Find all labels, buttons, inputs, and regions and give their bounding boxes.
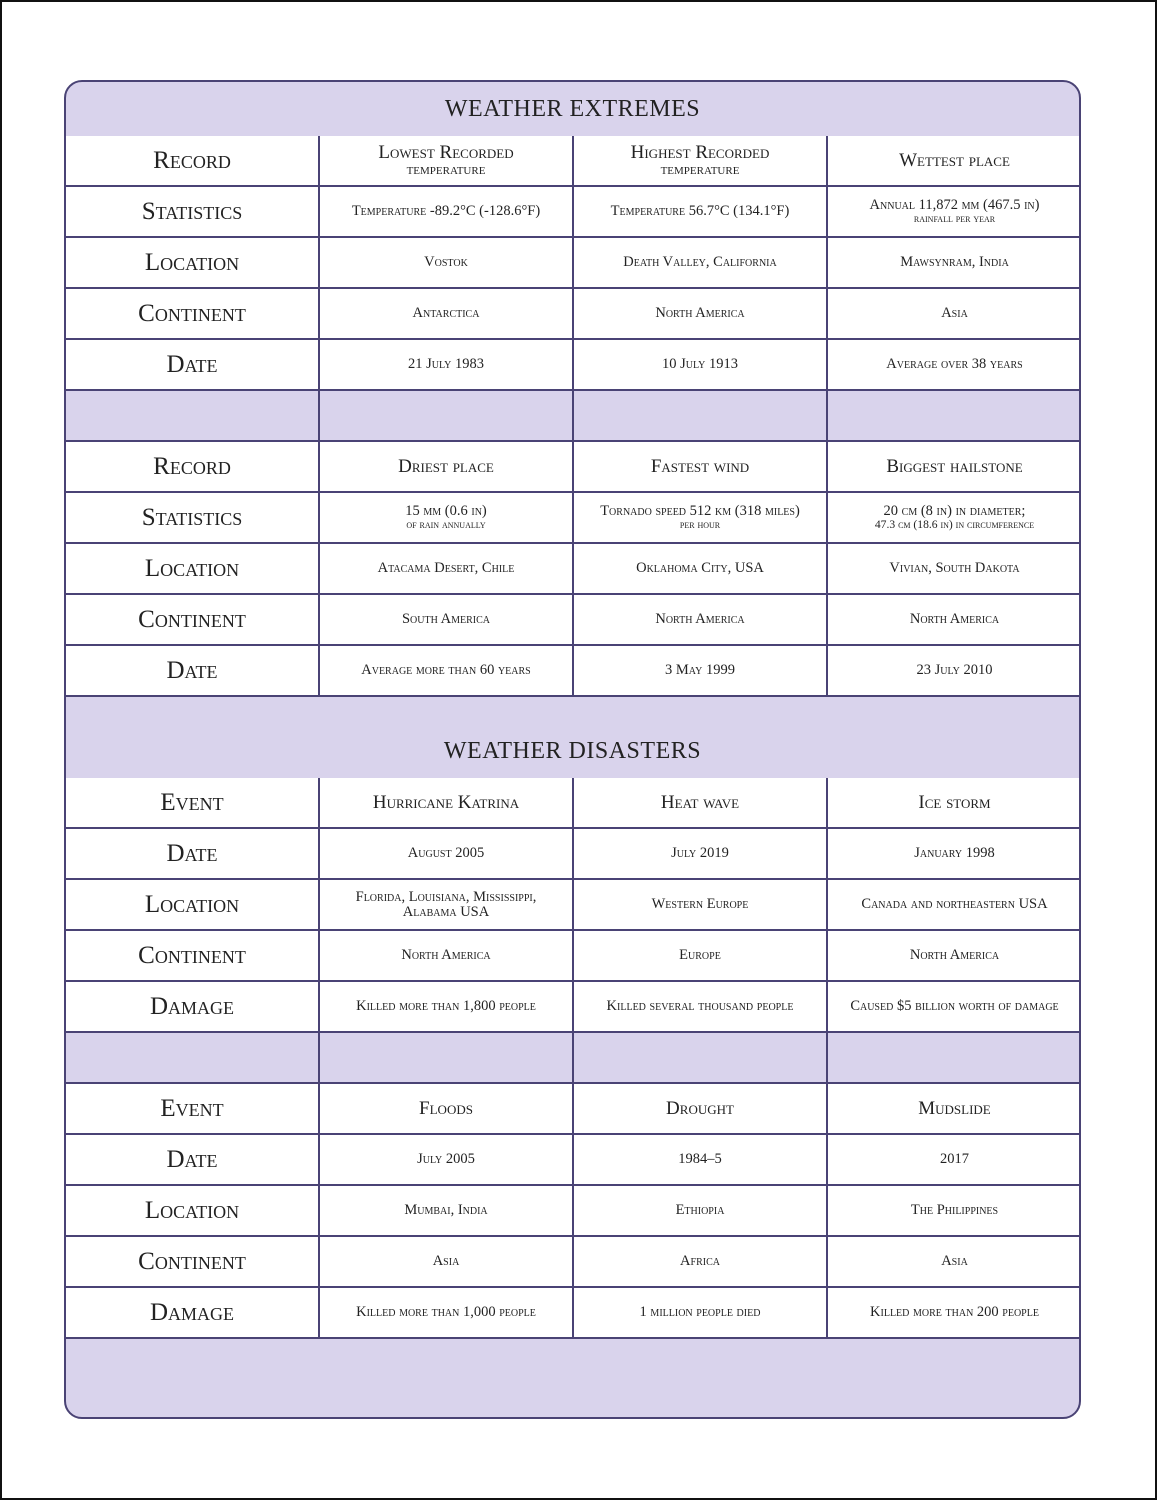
row-label-statistics: Statistics	[66, 186, 319, 237]
section-title-extremes: WEATHER EXTREMES	[444, 96, 701, 122]
damage-cell: Killed more than 200 people	[827, 1287, 1081, 1338]
record-line1: Wettest place	[899, 150, 1010, 171]
continent-cell: Africa	[573, 1236, 827, 1287]
continent-cell: North America	[573, 288, 827, 339]
disasters-table	[66, 778, 1081, 1339]
table-row	[66, 543, 1081, 594]
record-highest-temp	[573, 136, 827, 186]
spacer-row	[66, 390, 1081, 441]
table-row	[66, 339, 1081, 390]
date-cell: August 2005	[319, 828, 573, 879]
stat-line1: 20 cm (8 in) in diameter;	[883, 503, 1026, 520]
stat-line2: of rain annually	[406, 517, 486, 531]
table-row	[66, 1185, 1081, 1236]
table-row	[66, 1134, 1081, 1185]
continent-cell: North America	[827, 930, 1081, 981]
row-label-continent: Continent	[66, 930, 319, 981]
row-label-continent: Continent	[66, 1236, 319, 1287]
stat-line1: Tornado speed 512 km (318 miles)	[600, 503, 800, 520]
table-row	[66, 492, 1081, 543]
record-lowest-temp	[319, 136, 573, 186]
record-biggest-hailstone: Biggest hailstone	[827, 441, 1081, 492]
record-line1: Highest Recorded	[630, 142, 770, 164]
location-cell: Atacama Desert, Chile	[319, 543, 573, 594]
row-label-location: Location	[66, 1185, 319, 1236]
table-row	[66, 930, 1081, 981]
location-line1: Florida, Louisiana, Mississippi,	[355, 889, 537, 905]
continent-cell: North America	[319, 930, 573, 981]
date-cell: 23 July 2010	[827, 645, 1081, 696]
date-cell: Average more than 60 years	[319, 645, 573, 696]
date-cell: 21 July 1983	[319, 339, 573, 390]
location-cell: Death Valley, California	[573, 237, 827, 288]
continent-cell: Asia	[827, 288, 1081, 339]
row-label-date: Date	[66, 339, 319, 390]
continent-cell: Antarctica	[319, 288, 573, 339]
date-cell: 10 July 1913	[573, 339, 827, 390]
section-title-disasters: WEATHER DISASTERS	[443, 738, 702, 764]
location-cell: Vostok	[319, 237, 573, 288]
table-row	[66, 1236, 1081, 1287]
row-label-location: Location	[66, 237, 319, 288]
stat-line1: Annual 11,872 mm (467.5 in)	[869, 197, 1040, 214]
row-label-date: Date	[66, 645, 319, 696]
row-label-location: Location	[66, 879, 319, 930]
stat-cell: Temperature -89.2°C (-128.6°F)	[319, 186, 573, 237]
stat-cell	[827, 492, 1081, 543]
row-label-date: Date	[66, 828, 319, 879]
table-row	[66, 186, 1081, 237]
table-row	[66, 594, 1081, 645]
record-driest-place: Driest place	[319, 441, 573, 492]
stat-cell	[319, 492, 573, 543]
table-row	[66, 828, 1081, 879]
row-label-date: Date	[66, 1134, 319, 1185]
table-row	[66, 1287, 1081, 1338]
table-row	[66, 1083, 1081, 1134]
location-line2: Alabama USA	[402, 903, 490, 920]
continent-cell: Asia	[319, 1236, 573, 1287]
row-label-damage: Damage	[66, 1287, 319, 1338]
continent-cell: Europe	[573, 930, 827, 981]
row-label-location: Location	[66, 543, 319, 594]
date-cell: January 1998	[827, 828, 1081, 879]
damage-cell: 1 million people died	[573, 1287, 827, 1338]
table-row	[66, 778, 1081, 828]
stat-cell	[573, 492, 827, 543]
row-label-continent: Continent	[66, 288, 319, 339]
event-cell: Ice storm	[827, 778, 1081, 828]
row-label-continent: Continent	[66, 594, 319, 645]
table-row	[66, 441, 1081, 492]
row-label-event: Event	[66, 1083, 319, 1134]
spacer-row	[66, 1032, 1081, 1083]
date-cell: 2017	[827, 1134, 1081, 1185]
damage-cell: Killed several thousand people	[573, 981, 827, 1032]
continent-cell: North America	[573, 594, 827, 645]
stat-cell	[827, 186, 1081, 237]
location-cell: Ethiopia	[573, 1185, 827, 1236]
continent-cell: Asia	[827, 1236, 1081, 1287]
stat-line2: rainfall per year	[913, 211, 996, 225]
location-cell: Canada and northeastern USA	[827, 879, 1081, 930]
location-cell: Mawsynram, India	[827, 237, 1081, 288]
stat-line1: 15 mm (0.6 in)	[405, 503, 487, 520]
record-line1: Lowest Recorded	[378, 142, 514, 164]
record-line2: temperature	[660, 161, 740, 179]
location-cell: The Philippines	[827, 1185, 1081, 1236]
row-label-record: Record	[66, 136, 319, 186]
stat-line2: per hour	[679, 517, 721, 531]
date-cell: July 2005	[319, 1134, 573, 1185]
date-cell: Average over 38 years	[827, 339, 1081, 390]
event-cell: Drought	[573, 1083, 827, 1134]
date-cell: 3 May 1999	[573, 645, 827, 696]
stat-cell: Temperature 56.7°C (134.1°F)	[573, 186, 827, 237]
row-label-damage: Damage	[66, 981, 319, 1032]
record-wettest-place	[827, 136, 1081, 186]
damage-cell: Killed more than 1,000 people	[319, 1287, 573, 1338]
row-label-event: Event	[66, 778, 319, 828]
event-cell: Hurricane Katrina	[319, 778, 573, 828]
table-row	[66, 288, 1081, 339]
table-row	[66, 645, 1081, 696]
stat-line2: 47.3 cm (18.6 in) in circumference	[874, 517, 1035, 531]
row-label-statistics: Statistics	[66, 492, 319, 543]
table-row	[66, 879, 1081, 930]
continent-cell: North America	[827, 594, 1081, 645]
record-line2: temperature	[406, 161, 486, 179]
location-cell: Oklahoma City, USA	[573, 543, 827, 594]
extremes-table-1	[66, 136, 1081, 697]
table-row	[66, 237, 1081, 288]
date-cell: July 2019	[573, 828, 827, 879]
row-label-record: Record	[66, 441, 319, 492]
event-cell: Heat wave	[573, 778, 827, 828]
location-cell: Vivian, South Dakota	[827, 543, 1081, 594]
location-cell	[319, 879, 573, 930]
table-row	[66, 981, 1081, 1032]
damage-cell: Caused $5 billion worth of damage	[827, 981, 1081, 1032]
date-cell: 1984–5	[573, 1134, 827, 1185]
event-cell: Mudslide	[827, 1083, 1081, 1134]
damage-cell: Killed more than 1,800 people	[319, 981, 573, 1032]
location-cell: Mumbai, India	[319, 1185, 573, 1236]
record-fastest-wind: Fastest wind	[573, 441, 827, 492]
event-cell: Floods	[319, 1083, 573, 1134]
weather-table-card	[64, 80, 1081, 1419]
table-row	[66, 136, 1081, 186]
location-cell: Western Europe	[573, 879, 827, 930]
continent-cell: South America	[319, 594, 573, 645]
